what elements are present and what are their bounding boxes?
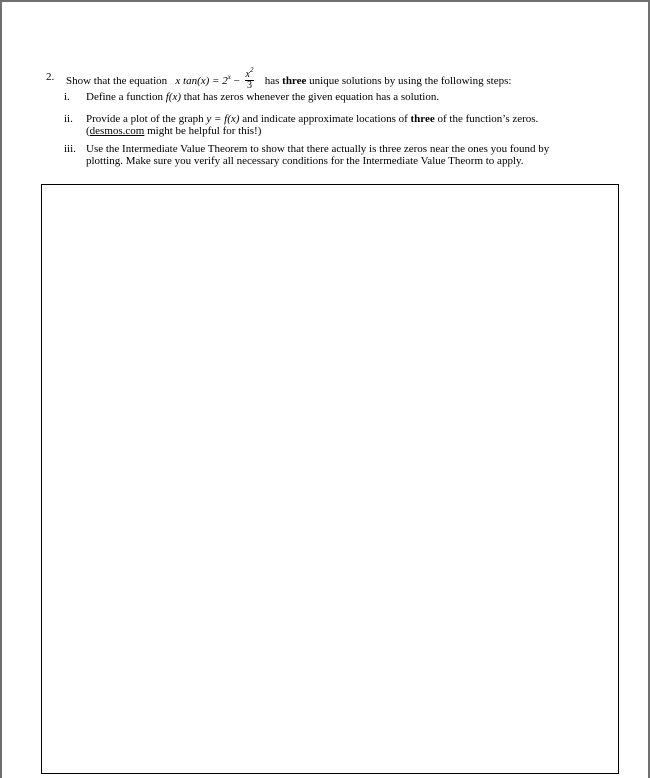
document-page: [2, 2, 648, 778]
step-mark: i.: [64, 91, 70, 103]
step-mark: ii.: [64, 113, 73, 125]
fraction-numerator-exponent: 2: [249, 66, 254, 74]
question-tail: unique solutions by using the following steps:: [306, 75, 512, 88]
step-text: Provide a plot of the graph: [86, 113, 207, 125]
step-ii: [64, 113, 604, 143]
function-notation: f(x): [165, 91, 181, 103]
answer-box[interactable]: [41, 184, 619, 774]
step-text-mid: and indicate approximate locations of: [239, 113, 411, 125]
question-2: [46, 66, 606, 91]
fraction-denominator: 3: [247, 80, 252, 91]
link-tail: might be helpful for this!): [144, 125, 262, 137]
graph-notation: y = f(x): [206, 113, 240, 125]
step-iii: [64, 143, 604, 171]
step-text-end: of the function’s zeros.: [434, 113, 539, 125]
step-i: [64, 91, 604, 113]
question-statement: [66, 66, 512, 92]
step-text-line2: plotting. Make sure you verify all necessary conditions for the Intermediate Value Theorm to apply.: [86, 155, 524, 167]
step-text-line1: Use the Intermediate Value Theorem to show that there actually is three zeros near the ones you found by: [86, 143, 550, 155]
equation-left: x tan(x) = 2: [175, 75, 228, 88]
question-number: 2.: [46, 71, 55, 83]
equation-fraction: [245, 66, 255, 91]
step-text-end: that has zeros whenever the given equation has a solution.: [180, 91, 440, 103]
question-lead: Show that the equation: [66, 75, 168, 88]
step-list: [64, 91, 604, 171]
equation-exponent: x: [227, 73, 231, 82]
step-mark: iii.: [64, 143, 76, 155]
step-text: Define a function: [86, 91, 166, 103]
desmos-link[interactable]: desmos.com: [89, 125, 145, 137]
step-emphasis: three: [410, 113, 435, 125]
open-paren: (: [86, 125, 90, 137]
question-emphasis: three: [282, 75, 307, 88]
question-after-eq: has: [264, 75, 283, 88]
equation-minus: −: [230, 75, 243, 88]
fraction-numerator: x: [245, 69, 250, 80]
